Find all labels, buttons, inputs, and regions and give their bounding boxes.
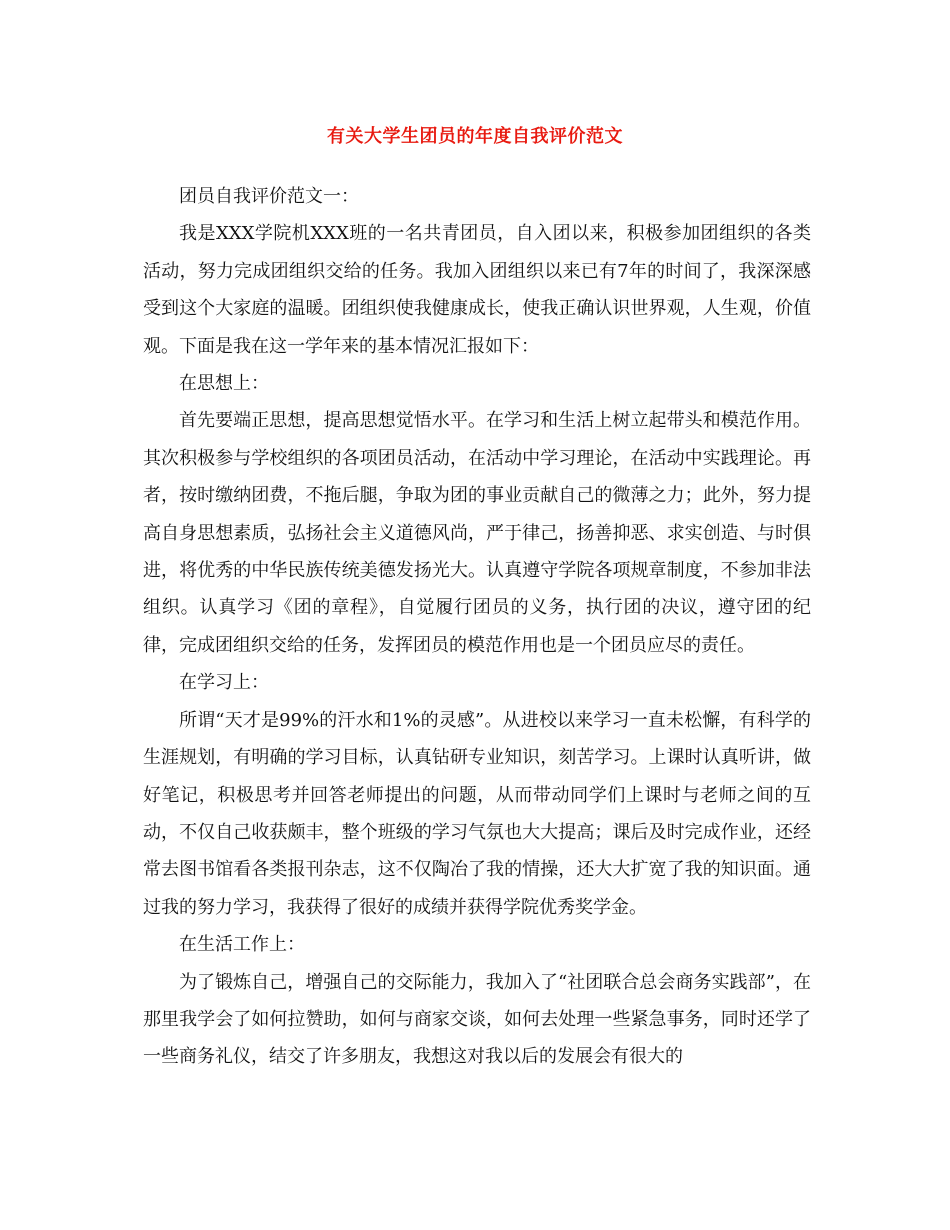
section-heading-sample-one: 团员自我评价范文一：: [179, 186, 359, 207]
section-heading-ideology: 在思想上：: [179, 373, 269, 395]
section-heading-life-work: 在生活工作上：: [179, 934, 305, 956]
ideology-paragraph: 首先要端正思想，提高思想觉悟水平。在学习和生活上树立起带头和模范作用。其次积极参与学校组织的各项团员活动，在活动中学习理论，在活动中实践理论。再者，按时缴纳团费，不拖后腿，争取为团的事业贡献自己的微薄之力；此外，努力提高自身思想素质，弘扬社会主义道德风尚，严于律己，扬善抑恶、求实创造、与时俱进，将优秀的中华民族传统美德发扬光大。认真遵守学院各项规章制度，不参加非法组织。认真学习《团的章程》，自觉履行团员的义务，执行团的决议，遵守团的纪律，完成团组织交给的任务，发挥团员的模范作用也是一个团员应尽的责任。: [143, 410, 811, 656]
life-work-paragraph: 为了锻炼自己，增强自己的交际能力，我加入了“社团联合总会商务实践部”，在那里我学会了如何拉赞助，如何与商家交谈，如何去处理一些紧急事务，同时还学了一些商务礼仪，结交了许多朋友，我想这对我以后的发展会有很大的: [143, 971, 811, 1068]
section-heading-study: 在学习上：: [179, 672, 269, 694]
document-title: 有关大学生团员的年度自我评价范文: [327, 126, 623, 147]
intro-paragraph: 我是XXX学院机XXX班的一名共青团员，自入团以来，积极参加团组织的各类活动，努力完成团组织交给的任务。我加入团组织以来已有7年的时间了，我深深感受到这个大家庭的温暖。团组织使我健康成长，使我正确认识世界观，人生观，价值观。下面是我在这一学年来的基本情况汇报如下：: [143, 223, 811, 357]
study-paragraph: 所谓“天才是99%的汗水和1%的灵感”。从进校以来学习一直未松懈，有科学的生涯规划，有明确的学习目标，认真钻研专业知识，刻苦学习。上课时认真听讲，做好笔记，积极思考并回答老师提出的问题，从而带动同学们上课时与老师之间的互动，不仅自己收获颇丰，整个班级的学习气氛也大大提高；课后及时完成作业，还经常去图书馆看各类报刊杂志，这不仅陶冶了我的情操，还大大扩宽了我的知识面。通过我的努力学习，我获得了很好的成绩并获得学院优秀奖学金。: [143, 709, 811, 918]
document-body: [143, 178, 811, 1076]
